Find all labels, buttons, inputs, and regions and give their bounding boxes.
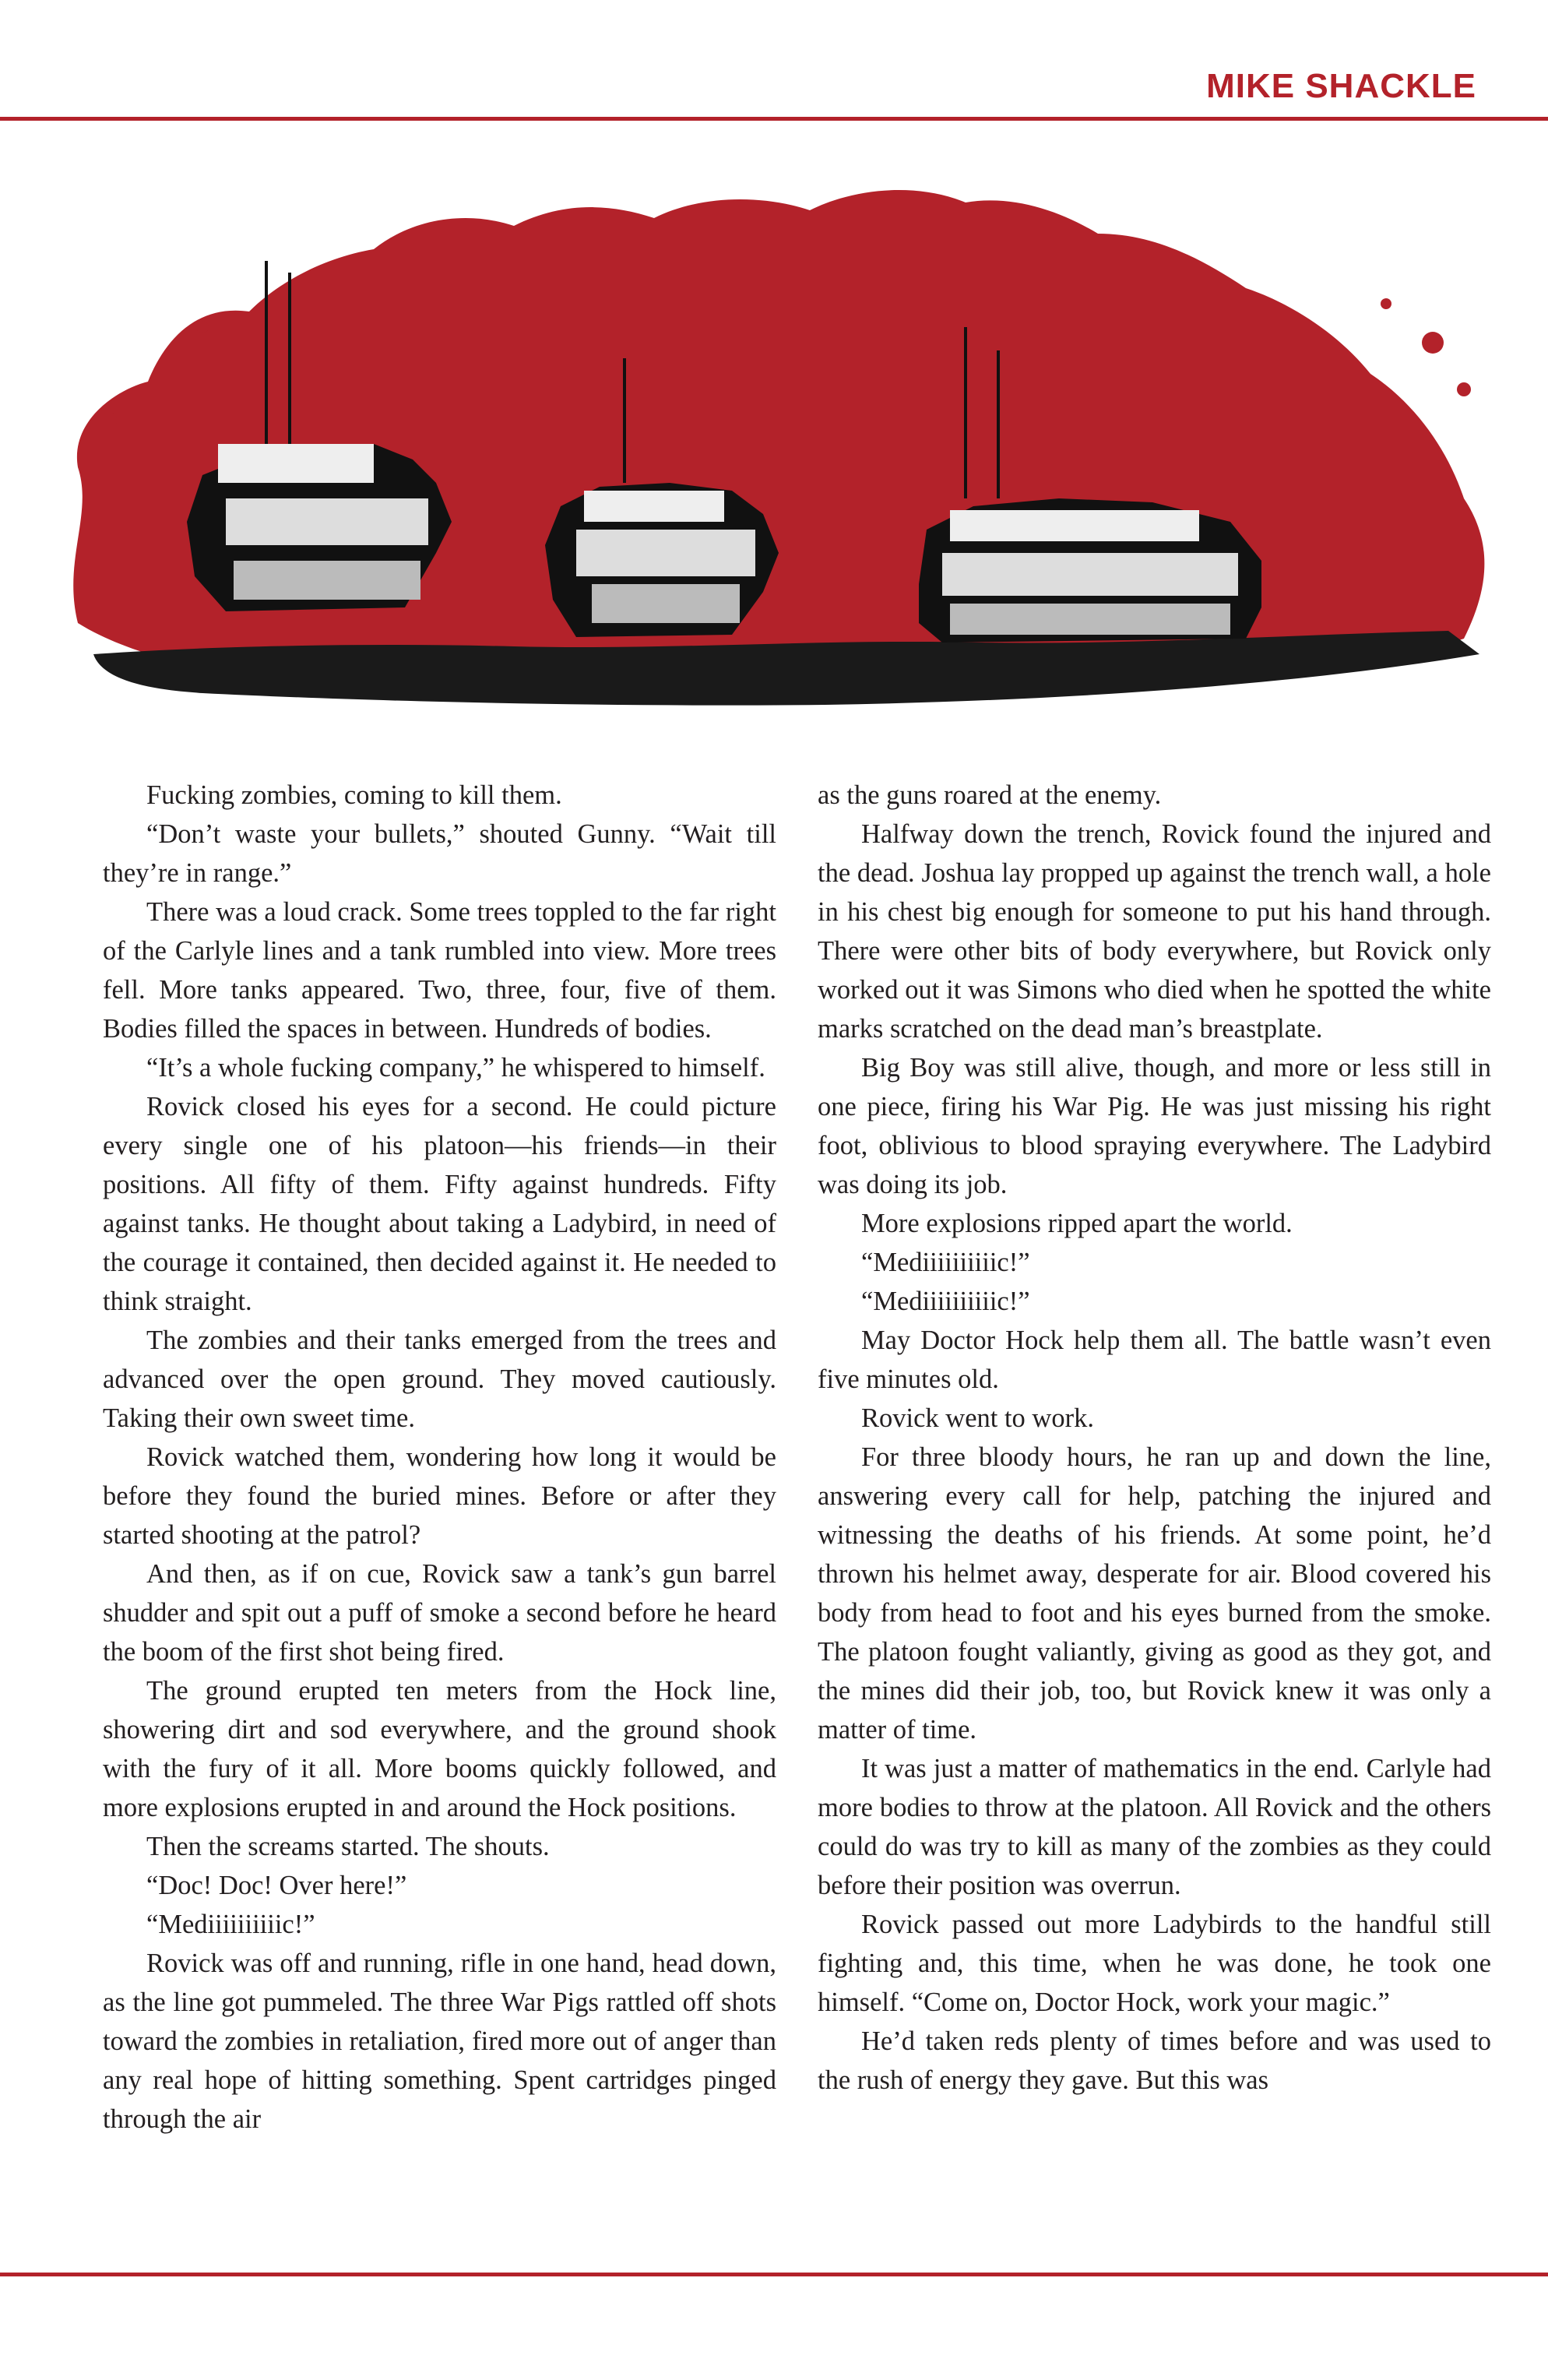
paragraph: The ground erupted ten meters from the Hock line, showering dirt and sod everywhere, and the ground shook with the fury of it all. More booms quickly followed, and more explosions erupted in and around the Hock positions. xyxy=(103,1676,776,1822)
paragraph: Rovick went to work. xyxy=(861,1403,1094,1433)
paragraph: Big Boy was still alive, though, and more or less still in one piece, firing his War Pig. He was just missing his right foot, oblivious to blood spraying everywhere. The Ladybird was doing its job. xyxy=(818,1053,1491,1199)
paragraph-continuation: as the guns roared at the enemy. xyxy=(818,780,1162,810)
paragraph: Halfway down the trench, Rovick found the injured and the dead. Joshua lay propped up against the trench wall, a hole in his chest big enough for someone to put his hand through. There were other bits of body everywhere, but Rovick only worked out it was Simons who died when he spotted the white marks scratched on the dead man’s breastplate. xyxy=(818,819,1491,1044)
paragraph: Rovick watched them, wondering how long it would be before they found the buried mines. Before or after they started shooting at the patrol? xyxy=(103,1442,776,1550)
tanks-illustration xyxy=(47,187,1511,732)
red-splash xyxy=(73,190,1484,695)
paragraph: Rovick closed his eyes for a second. He could picture every single one of his platoon—his friends—in their positions. All fifty of them. Fifty against hundreds. Fifty against tanks. He thought about taking a Ladybird, in need of the courage it contained, then decided against it. He needed to think straight. xyxy=(103,1092,776,1316)
footer-rule xyxy=(0,2273,1548,2276)
paragraph: More explosions ripped apart the world. xyxy=(861,1209,1293,1238)
running-header-author: MIKE SHACKLE xyxy=(1206,67,1476,105)
header-rule xyxy=(0,117,1548,121)
paragraph: And then, as if on cue, Rovick saw a tank’s gun barrel shudder and spit out a puff of smoke a second before he heard the boom of the first shot being fired. xyxy=(103,1559,776,1667)
paragraph: Rovick passed out more Ladybirds to the handful still fighting and, this time, when he was done, he took one himself. “Come on, Doctor Hock, work your magic.” xyxy=(818,1910,1491,2017)
paragraph: Rovick was off and running, rifle in one hand, head down, as the line got pummeled. The three War Pigs rattled off shots toward the zombies in retaliation, fired more out of anger than any real hope of hitting something. Spent cartridges pinged through the air xyxy=(103,1949,776,2134)
paragraph: For three bloody hours, he ran up and down the line, answering every call for help, patching the injured and witnessing the deaths of his friends. At some point, he’d thrown his helmet away, desperate for air. Blood covered his body from head to foot and his eyes burned from the smoke. The platoon fought valiantly, giving as good as they got, and the mines did their job, too, but Rovick knew it was only a matter of time. xyxy=(818,1442,1491,1745)
paragraph: “Mediiiiiiiiiic!” xyxy=(861,1287,1030,1316)
paragraph: Then the screams started. The shouts. xyxy=(146,1832,550,1861)
paragraph: “Don’t waste your bullets,” shouted Gunny. “Wait till they’re in range.” xyxy=(103,819,776,888)
paragraph: It was just a matter of mathematics in the end. Carlyle had more bodies to throw at the platoon. All Rovick and the others could do was try to kill as many of the zombies as they could before their position was overrun. xyxy=(818,1754,1491,1900)
paragraph: “Mediiiiiiiiiic!” xyxy=(861,1248,1030,1277)
paragraph: “Mediiiiiiiiiic!” xyxy=(146,1910,315,1939)
paragraph: May Doctor Hock help them all. The battle wasn’t even five minutes old. xyxy=(818,1326,1491,1394)
paragraph: “It’s a whole fucking company,” he whispered to himself. xyxy=(146,1053,765,1083)
paragraph: “Doc! Doc! Over here!” xyxy=(146,1871,407,1900)
paragraph: He’d taken reds plenty of times before and was used to the rush of energy they gave. But this was xyxy=(818,2026,1491,2095)
right-text-column xyxy=(818,776,1491,2100)
left-text-column xyxy=(103,776,776,2139)
paragraph: There was a loud crack. Some trees toppled to the far right of the Carlyle lines and a tank rumbled into view. More trees fell. More tanks appeared. Two, three, four, five of them. Bodies filled the spaces in between. Hundreds of bodies. xyxy=(103,897,776,1044)
paragraph: Fucking zombies, coming to kill them. xyxy=(146,780,562,810)
paragraph: The zombies and their tanks emerged from the trees and advanced over the open ground. They moved cautiously. Taking their own sweet time. xyxy=(103,1326,776,1433)
